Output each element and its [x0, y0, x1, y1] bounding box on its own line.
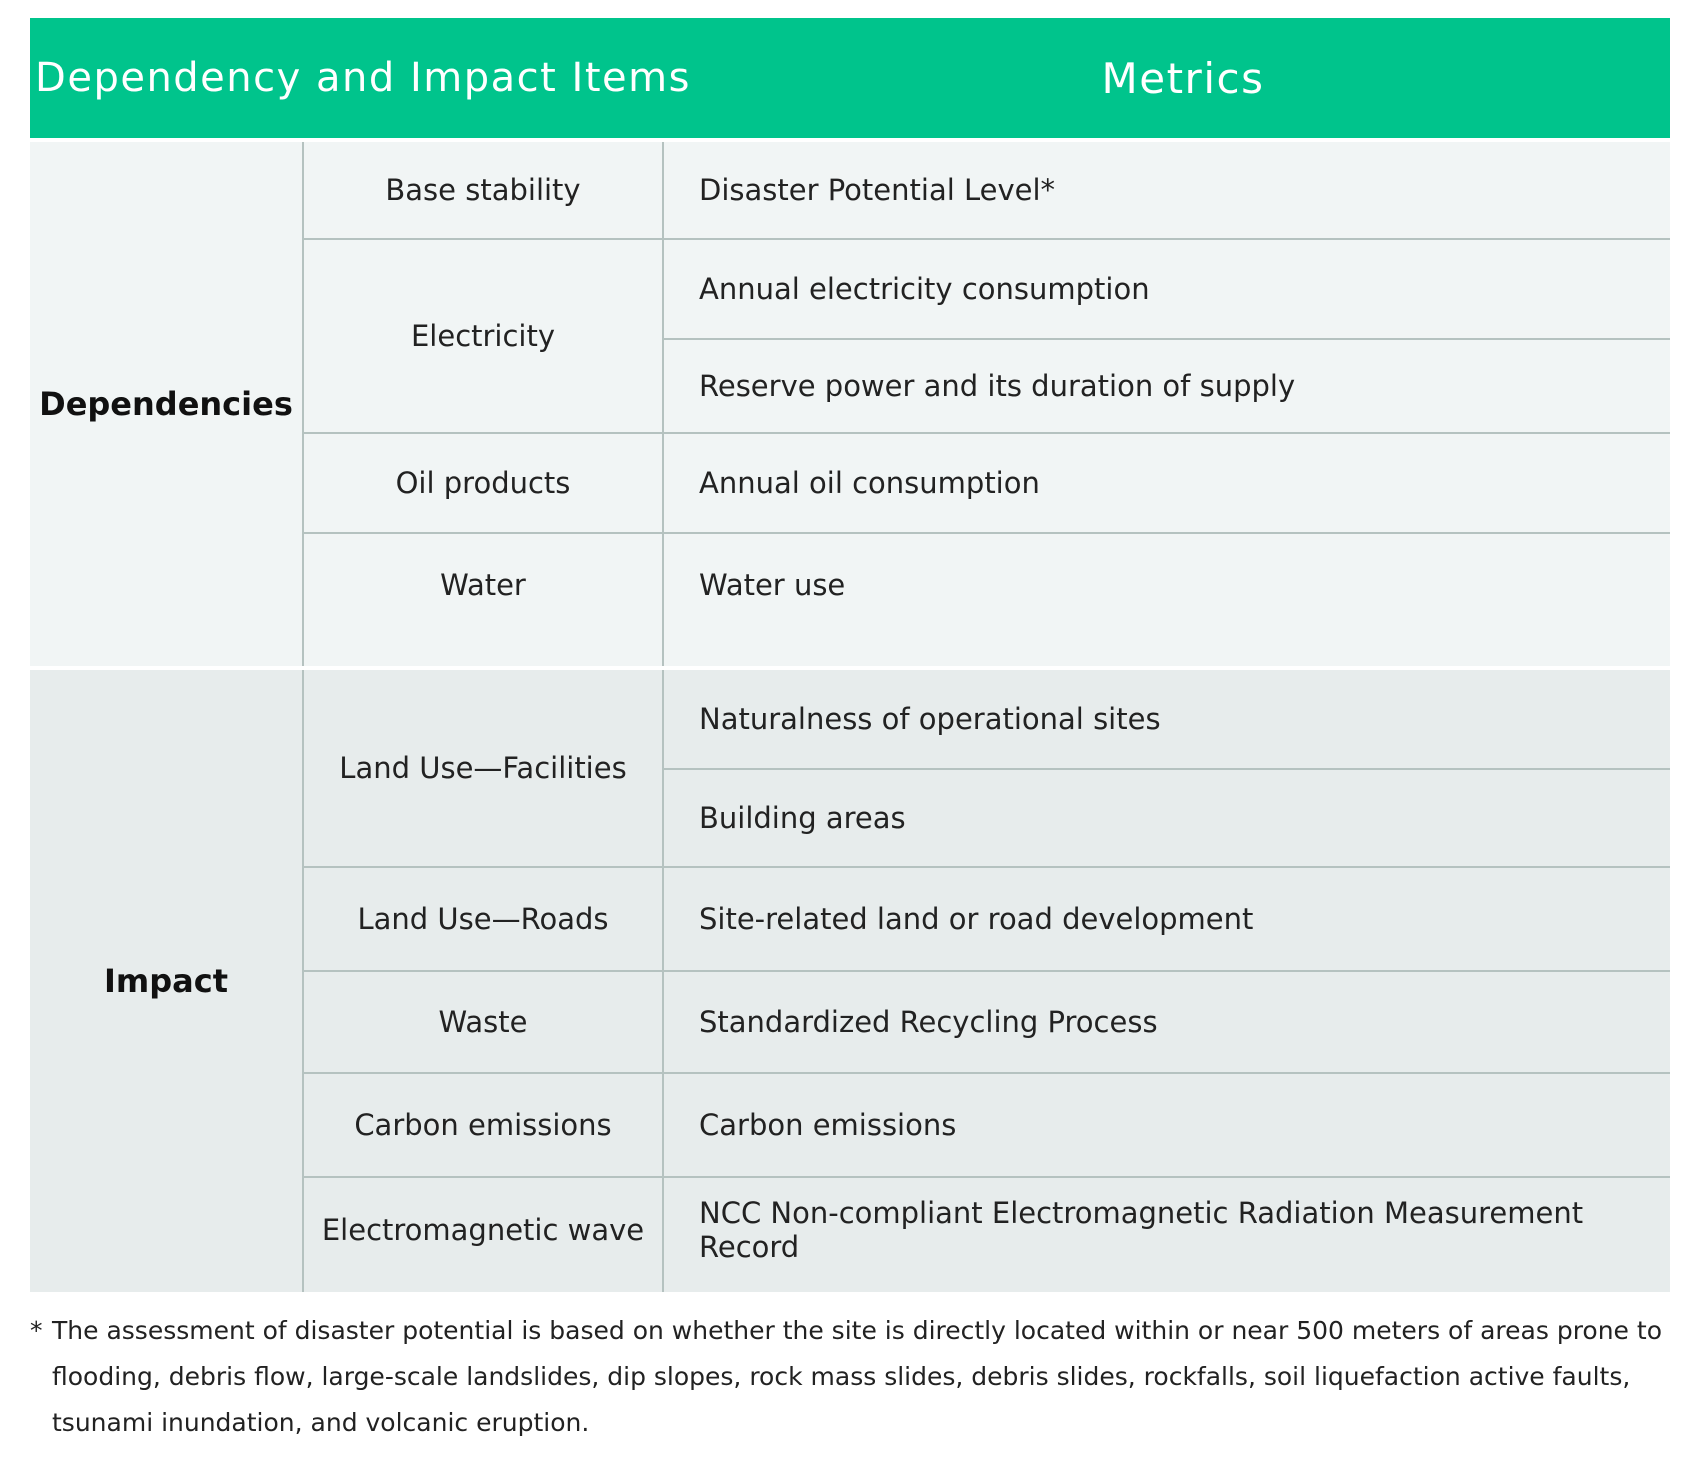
metric-carbon-emissions: Carbon emissions: [699, 1108, 957, 1142]
header-dependency-impact-items: Dependency and Impact Items: [35, 55, 691, 101]
item-land-use-facilities: Land Use—Facilities: [339, 751, 627, 785]
item-oil-products: Oil products: [395, 466, 571, 500]
footnote-text: The assessment of disaster potential is based on whether the site is directly located within or near 500 meters of areas prone to flooding, debris flow, large-scale landslides, dip slopes, rock mass slides, debris slides, rockfalls, soil liquefaction active faults, tsunami inundation, and volcanic eruption.: [52, 1316, 1662, 1437]
item-electricity: Electricity: [410, 319, 556, 353]
item-electromagnetic-wave: Electromagnetic wave: [321, 1213, 645, 1247]
item-base-stability: Base stability: [385, 173, 581, 207]
footnote: [30, 1308, 1670, 1446]
category-impact: Impact: [103, 962, 228, 1000]
footnote-marker: *: [30, 1316, 43, 1345]
metric-building-areas: Building areas: [699, 801, 906, 835]
metrics-table: [30, 18, 1670, 1264]
item-land-use-roads: Land Use—Roads: [357, 902, 609, 936]
dependencies-section: [30, 142, 1670, 666]
impact-section: [30, 670, 1670, 1292]
metric-ncc-radiation-record: NCC Non-compliant Electromagnetic Radiation Measurement Record: [699, 1196, 1584, 1264]
category-dependencies: Dependencies: [39, 385, 293, 423]
table-header: [30, 18, 1670, 138]
metric-recycling-process: Standardized Recycling Process: [699, 1005, 1158, 1039]
metric-water-use: Water use: [699, 568, 846, 602]
metric-naturalness-of-sites: Naturalness of operational sites: [699, 702, 1161, 736]
metric-annual-oil-consumption: Annual oil consumption: [699, 466, 1040, 500]
metric-land-road-development: Site-related land or road development: [699, 902, 1254, 936]
item-carbon-emissions: Carbon emissions: [354, 1108, 612, 1142]
metric-reserve-power: Reserve power and its duration of supply: [699, 369, 1296, 403]
metric-disaster-potential-level: Disaster Potential Level*: [699, 173, 1056, 207]
item-water: Water: [440, 568, 526, 602]
metric-annual-electricity-consumption: Annual electricity consumption: [699, 272, 1150, 306]
item-waste: Waste: [438, 1005, 528, 1039]
header-metrics: Metrics: [1101, 53, 1265, 103]
